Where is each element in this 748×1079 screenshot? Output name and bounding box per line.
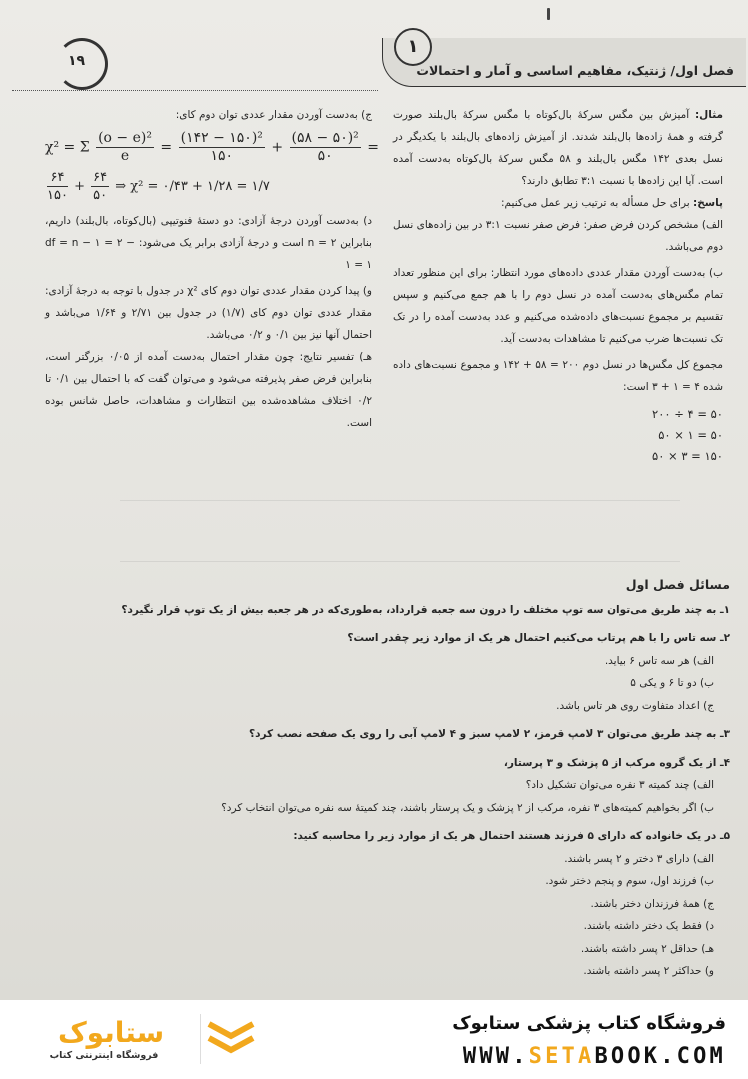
footer-divider: [200, 1014, 201, 1064]
fraction-general: [96, 130, 154, 165]
example-text: آمیزش بین مگس سرکهٔ بال‌کوتاه با مگس سرکهٔ بال‌بلند صورت گرفته و همهٔ زاده‌ها بال‌بلند شدند. از آمیزش زاده‌های بال‌بلند با یکدیگر در نسل بعدی ۱۴۲ مگس بال‌بلند و ۵۸ مگس سرکهٔ بال‌کوتاه به‌دست آمده است. آیا این زاده‌ها با نسبت ۳:۱ تطابق دارند؟: [393, 109, 724, 187]
right-column: [393, 104, 723, 467]
url-prefix: WWW.: [462, 1044, 529, 1069]
equation-2: ۵۰ × ۱ = ۵۰: [658, 428, 723, 442]
book-chevron-icon: [205, 1018, 257, 1062]
chapter-title: فصل اول/ ژنتیک، مفاهیم اساسی و آمار و احتمالات: [416, 63, 734, 78]
logo-wordmark: ستابوک: [58, 1016, 165, 1049]
fraction-64-50: [91, 169, 109, 204]
formula-lhs: χ² = Σ: [45, 139, 90, 156]
fraction-denominator: ۱۵۰: [210, 148, 234, 164]
problem-5f: و) حداکثر ۲ پسر داشته باشند.: [583, 965, 714, 977]
equation-3: ۵۰ × ۳ = ۱۵۰: [652, 449, 723, 463]
chapter-header-banner: [382, 38, 746, 87]
problem-5c: ج) همهٔ فرزندان دختر باشند.: [590, 897, 714, 910]
fraction-short-wing: [290, 130, 361, 165]
step-c: ج) به‌دست آوردن مقدار عددی توان دوم کای:: [175, 109, 372, 121]
fraction-numerator: ۶۴: [93, 170, 108, 185]
answer-text: برای حل مسأله به ترتیب زیر عمل می‌کنیم:: [501, 197, 690, 209]
url-highlight: SETA: [528, 1044, 595, 1069]
step-a: الف) مشخص کردن فرض صفر: فرض صفر نسبت ۳:۱ در بین زاده‌های نسل دوم می‌باشد.: [393, 219, 723, 253]
chapter-number-badge: ۱: [394, 28, 432, 66]
page-number: ۱۹: [68, 53, 86, 69]
chi-square-value: ⇒ χ² = ۰/۴۳ + ۱/۲۸ = ۱/۷: [115, 179, 270, 194]
fraction-numerator: (۵۸ − ۵۰)²: [291, 130, 359, 146]
store-url-link[interactable]: [463, 1044, 726, 1069]
example-label: مثال:: [694, 109, 723, 121]
chi-square-formula: χ² = Σ $\frac{\text{(o − e)²}}{e}$ = $\frac{\text{(۱۴۲ − ۱۵۰)²}}{۱۵۰}$ + $\frac{\text{(۵۸ − ۵۰)²}}{۵۰}$ =: [45, 130, 379, 164]
step-d: د) به‌دست آوردن درجهٔ آزادی: دو دستهٔ فنوتیپی (بال‌کوتاه، بال‌بلند) داریم، بنابراین n = ۲ است و درجهٔ آزادی برابر یک می‌شود: df = n − ۱ = ۲ − ۱ = ۱: [45, 215, 372, 271]
fraction-denominator: ۱۵۰: [47, 188, 68, 203]
problem-2: ۲ـ سه تاس را با هم پرتاب می‌کنیم احتمال هر یک از موارد زیر چقدر است؟: [347, 632, 730, 644]
problem-5d: د) فقط یک دختر داشته باشند.: [583, 920, 714, 932]
store-logo[interactable]: [24, 1014, 184, 1064]
answer-paragraph: [393, 192, 723, 214]
chi-square-result: $\frac{۶۴}{۱۵۰}$ + $\frac{۶۴}{۵۰}$ ⇒ χ² = ۰/۴۳ + ۱/۲۸ = ۱/۷: [47, 170, 270, 203]
problem-5a: الف) دارای ۳ دختر و ۲ پسر باشند.: [564, 852, 714, 865]
fraction-denominator: ۵۰: [317, 148, 333, 164]
example-paragraph: [393, 104, 723, 192]
problem-5b: ب) فرزند اول، سوم و پنجم دختر شود.: [545, 875, 714, 887]
problem-3: ۳ـ به چند طریق می‌توان ۳ لامپ قرمز، ۲ لامپ سبز و ۴ لامپ آبی را روی یک صفحه نصب کرد؟: [249, 728, 730, 740]
problems-heading: مسائل فصل اول: [625, 577, 730, 592]
problem-4b: ب) اگر بخواهیم کمیته‌های ۳ نفره، مرکب از ۲ پزشک و یک پرستار باشند، چند کمیتهٔ سه نفره می‌توان انتخاب کرد؟: [221, 801, 714, 814]
problem-2b: ب) دو تا ۶ و یکی ۵: [630, 677, 714, 689]
answer-label: پاسخ:: [693, 197, 723, 209]
total-text: مجموع کل مگس‌ها در نسل دوم ۲۰۰ = ۵۸ + ۱۴۲ و مجموع نسبت‌های داده شده ۴ = ۱ + ۳ است:: [393, 359, 723, 393]
problem-2c: ج) اعداد متفاوت روی هر تاس باشد.: [556, 699, 714, 712]
step-b: ب) به‌دست آوردن مقدار عددی داده‌های مورد انتظار: برای این منظور تعداد تمام مگس‌های به‌دست آمده در نسل دوم را با هم جمع می‌کنیم و سپس تقسیم بر مجموع نسبت‌های داده‌شده می‌کنیم و عدد به‌دست آمده را در تک تک نسبت‌ها ضرب می‌کنیم تا مشاهدات به‌دست آید.: [393, 267, 723, 345]
fraction-numerator: (o − e)²: [98, 130, 152, 146]
left-column: [45, 104, 379, 434]
fraction-denominator: e: [120, 148, 130, 164]
scan-mark: [547, 8, 550, 20]
bleed-through-shadow: [120, 500, 680, 562]
fraction-64-150: [47, 169, 68, 204]
problem-5e: هـ) حداقل ۲ پسر داشته باشند.: [580, 942, 714, 955]
store-footer-banner: [0, 1000, 748, 1079]
fraction-denominator: ۵۰: [93, 188, 108, 203]
logo-subtitle: فروشگاه اینترنتی کتاب: [49, 1050, 159, 1061]
fraction-long-wing: [179, 130, 265, 165]
problem-5: ۵ـ در یک خانواده که دارای ۵ فرزند هستند احتمال هر یک از موارد زیر را محاسبه کنید:: [293, 830, 730, 842]
problem-4: ۴ـ از یک گروه مرکب از ۵ پزشک و ۳ پرستار،: [503, 756, 730, 769]
store-name: فروشگاه کتاب پزشکی ستابوک: [452, 1013, 726, 1034]
step-e: و) پیدا کردن مقدار عددی توان دوم کای χ² در جدول با توجه به درجهٔ آزادی: مقدار عددی توان دوم کای (۱/۷) در جدول بین ۲/۷۱ و ۱/۶۴ می‌باشد و احتمال آنها نیز بین ۰/۱ و ۰/۲ می‌باشد.: [45, 285, 373, 341]
fraction-numerator: ۶۴: [47, 169, 68, 187]
url-suffix: BOOK.COM: [594, 1044, 726, 1069]
problem-1: ۱ـ به چند طریق می‌توان سه توپ مختلف را درون سه جعبه قرارداد، به‌طوری‌که در هر جعبه بیش از یک توپ قرار نگیرد؟: [121, 603, 730, 616]
header-dotted-rule: [12, 90, 378, 91]
problem-4a: الف) چند کمیته ۳ نفره می‌توان تشکیل داد؟: [525, 779, 714, 791]
problems-section: [40, 574, 730, 983]
equation-1: ۲۰۰ ÷ ۴ = ۵۰: [652, 407, 723, 421]
problem-2a: الف) هر سه تاس ۶ بیاید.: [604, 654, 714, 667]
step-f: هـ) تفسیر نتایج: چون مقدار احتمال به‌دست آمده از ۰/۰۵ بزرگتر است، بنابراین فرض صفر پذیرفته می‌شود و می‌توان گفت که با احتمال بین ۰/۱ تا ۰/۲ اختلاف مشاهده‌شده بین انتظارات و مشاهدات، حاصل شانس بوده است.: [45, 351, 372, 429]
fraction-numerator: (۱۴۲ − ۱۵۰)²: [180, 130, 263, 146]
